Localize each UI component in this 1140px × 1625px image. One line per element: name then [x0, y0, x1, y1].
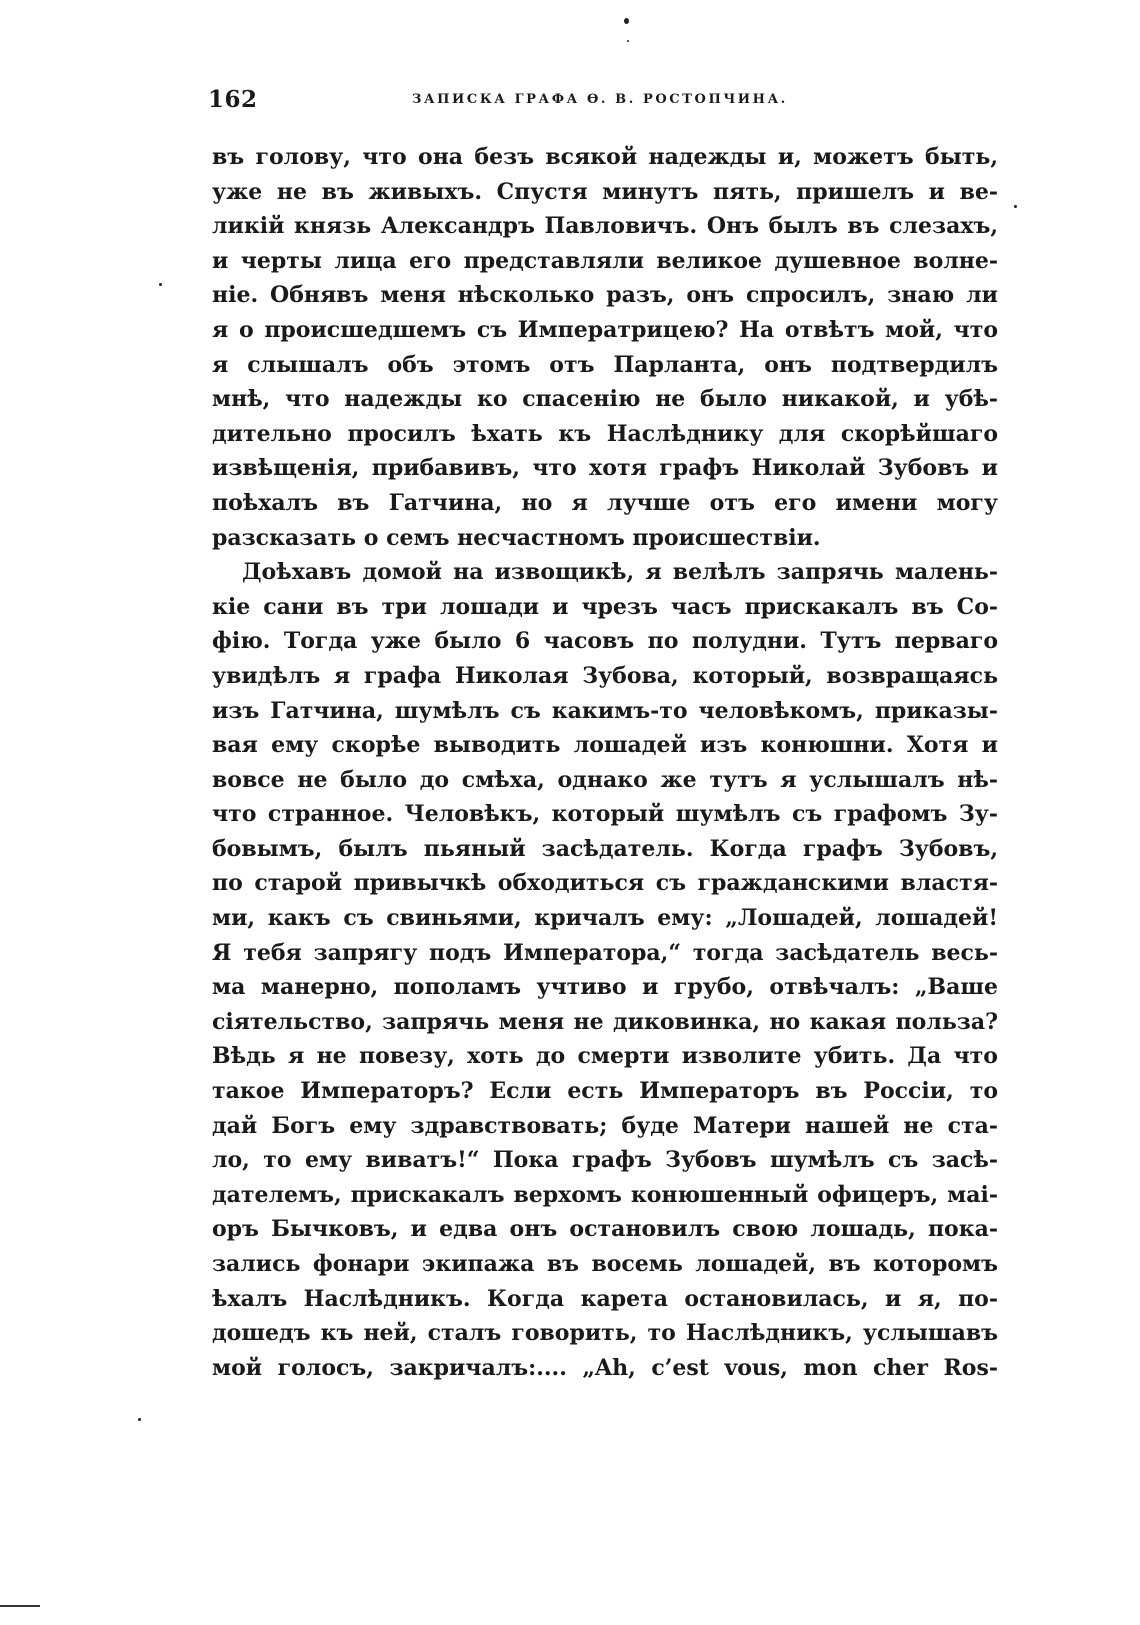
text-line: дателемъ, прискакалъ верхомъ конюшенный офицеръ, маі-: [212, 1181, 998, 1208]
text-line: сіятельство, запрячь меня не диковинка, но какая польза?: [212, 1008, 998, 1035]
text-line: Вѣдь я не повезу, хоть до смерти изволите убить. Да что: [212, 1043, 998, 1070]
text-line: по старой привычкѣ обходиться съ гражданскими властя-: [212, 870, 998, 897]
text-line: разсказать о семъ несчастномъ происшествіи.: [212, 524, 821, 551]
text-line: ми, какъ съ свиньями, кричалъ ему: „Лошадей, лошадей!: [212, 905, 998, 932]
text-line: мой голосъ, закричалъ:.... „Ah, c’est vous, mon cher Ros-: [212, 1354, 998, 1381]
text-line: я слышалъ объ этомъ отъ Парланта, онъ подтвердилъ: [212, 351, 998, 378]
text-line: въ голову, что она безъ всякой надежды и, можетъ быть,: [212, 144, 998, 170]
text-line: бовымъ, былъ пьяный засѣдатель. Когда графъ Зубовъ,: [212, 835, 998, 862]
page-number: 162: [208, 86, 258, 113]
text-line: Доѣхавъ домой на извощикѣ, я велѣлъ запрячь малень-: [242, 559, 998, 586]
paragraph: [212, 140, 998, 555]
paragraph: [212, 555, 998, 1385]
text-line: вая ему скорѣе выводить лошадей изъ конюшни. Хотя и: [212, 732, 998, 759]
text-line: и черты лица его представляли великое душевное волне-: [212, 247, 998, 274]
footer-rule: [0, 1605, 40, 1607]
text-line: поѣхалъ въ Гатчина, но я лучше отъ его имени могу: [212, 489, 998, 516]
text-line: оръ Бычковъ, и едва онъ остановилъ свою лошадь, пока-: [212, 1216, 998, 1243]
text-line: ѣхалъ Наслѣдникъ. Когда карета остановилась, и я, по-: [212, 1285, 998, 1312]
body-text: [212, 140, 998, 1385]
text-line: зались фонари экипажа въ восемь лошадей, въ которомъ: [212, 1251, 998, 1277]
ink-speck-top: [624, 18, 629, 24]
text-line: вовсе не было до смѣха, однако же тутъ я услышалъ нѣ-: [212, 766, 998, 793]
text-line: ликій князь Александръ Павловичъ. Онъ былъ въ слезахъ,: [212, 213, 998, 240]
text-line: что странное. Человѣкъ, который шумѣлъ съ графомъ Зу-: [212, 801, 998, 828]
text-line: кіе сани въ три лошади и чрезъ часъ прискакалъ въ Со-: [212, 593, 998, 620]
text-line: фію. Тогда уже было 6 часовъ по полудни. Тутъ перваго: [212, 628, 998, 655]
text-line: Я тебя запрягу подъ Императора,“ тогда засѣдатель весь-: [212, 939, 998, 966]
text-line: дошедъ къ ней, сталъ говорить, то Наслѣдникъ, услышавъ: [212, 1320, 998, 1347]
ink-speck-left: [159, 283, 162, 286]
text-line: извѣщенія, прибавивъ, что хотя графъ Николай Зубовъ и: [212, 455, 998, 482]
text-line: изъ Гатчина, шумѣлъ съ какимъ-то человѣкомъ, приказы-: [212, 697, 998, 724]
page-header: [208, 86, 996, 120]
text-line: ло, то ему виватъ!“ Пока графъ Зубовъ шумѣлъ съ засѣ-: [212, 1147, 998, 1174]
ink-speck-top-small: [627, 40, 629, 42]
text-line: мнѣ, что надежды ко спасенію не было никакой, и убѣ-: [212, 386, 998, 413]
text-line: я о происшедшемъ съ Императрицею? На отвѣтъ мой, что: [212, 316, 998, 343]
text-line: уже не въ живыхъ. Спустя минутъ пять, пришелъ и ве-: [212, 178, 998, 205]
text-line: увидѣлъ я графа Николая Зубова, который, возвращаясь: [212, 662, 998, 689]
running-head: ЗАПИСКА ГРАФА Ѳ. В. РОСТОПЧИНА.: [412, 92, 788, 107]
text-line: дай Богъ ему здравствовать; буде Матери нашей не ста-: [212, 1112, 998, 1139]
text-line: такое Императоръ? Если есть Императоръ въ Россіи, то: [212, 1078, 998, 1105]
ink-speck-left-lower: [138, 1418, 141, 1421]
ink-speck-right: [1014, 205, 1017, 208]
text-line: дительно просилъ ѣхать къ Наслѣднику для скорѣйшаго: [212, 420, 998, 447]
text-line: ма манерно, пополамъ учтиво и грубо, отвѣчалъ: „Ваше: [212, 974, 998, 1001]
text-line: ніе. Обнявъ меня нѣсколько разъ, онъ спросилъ, знаю ли: [212, 282, 998, 309]
